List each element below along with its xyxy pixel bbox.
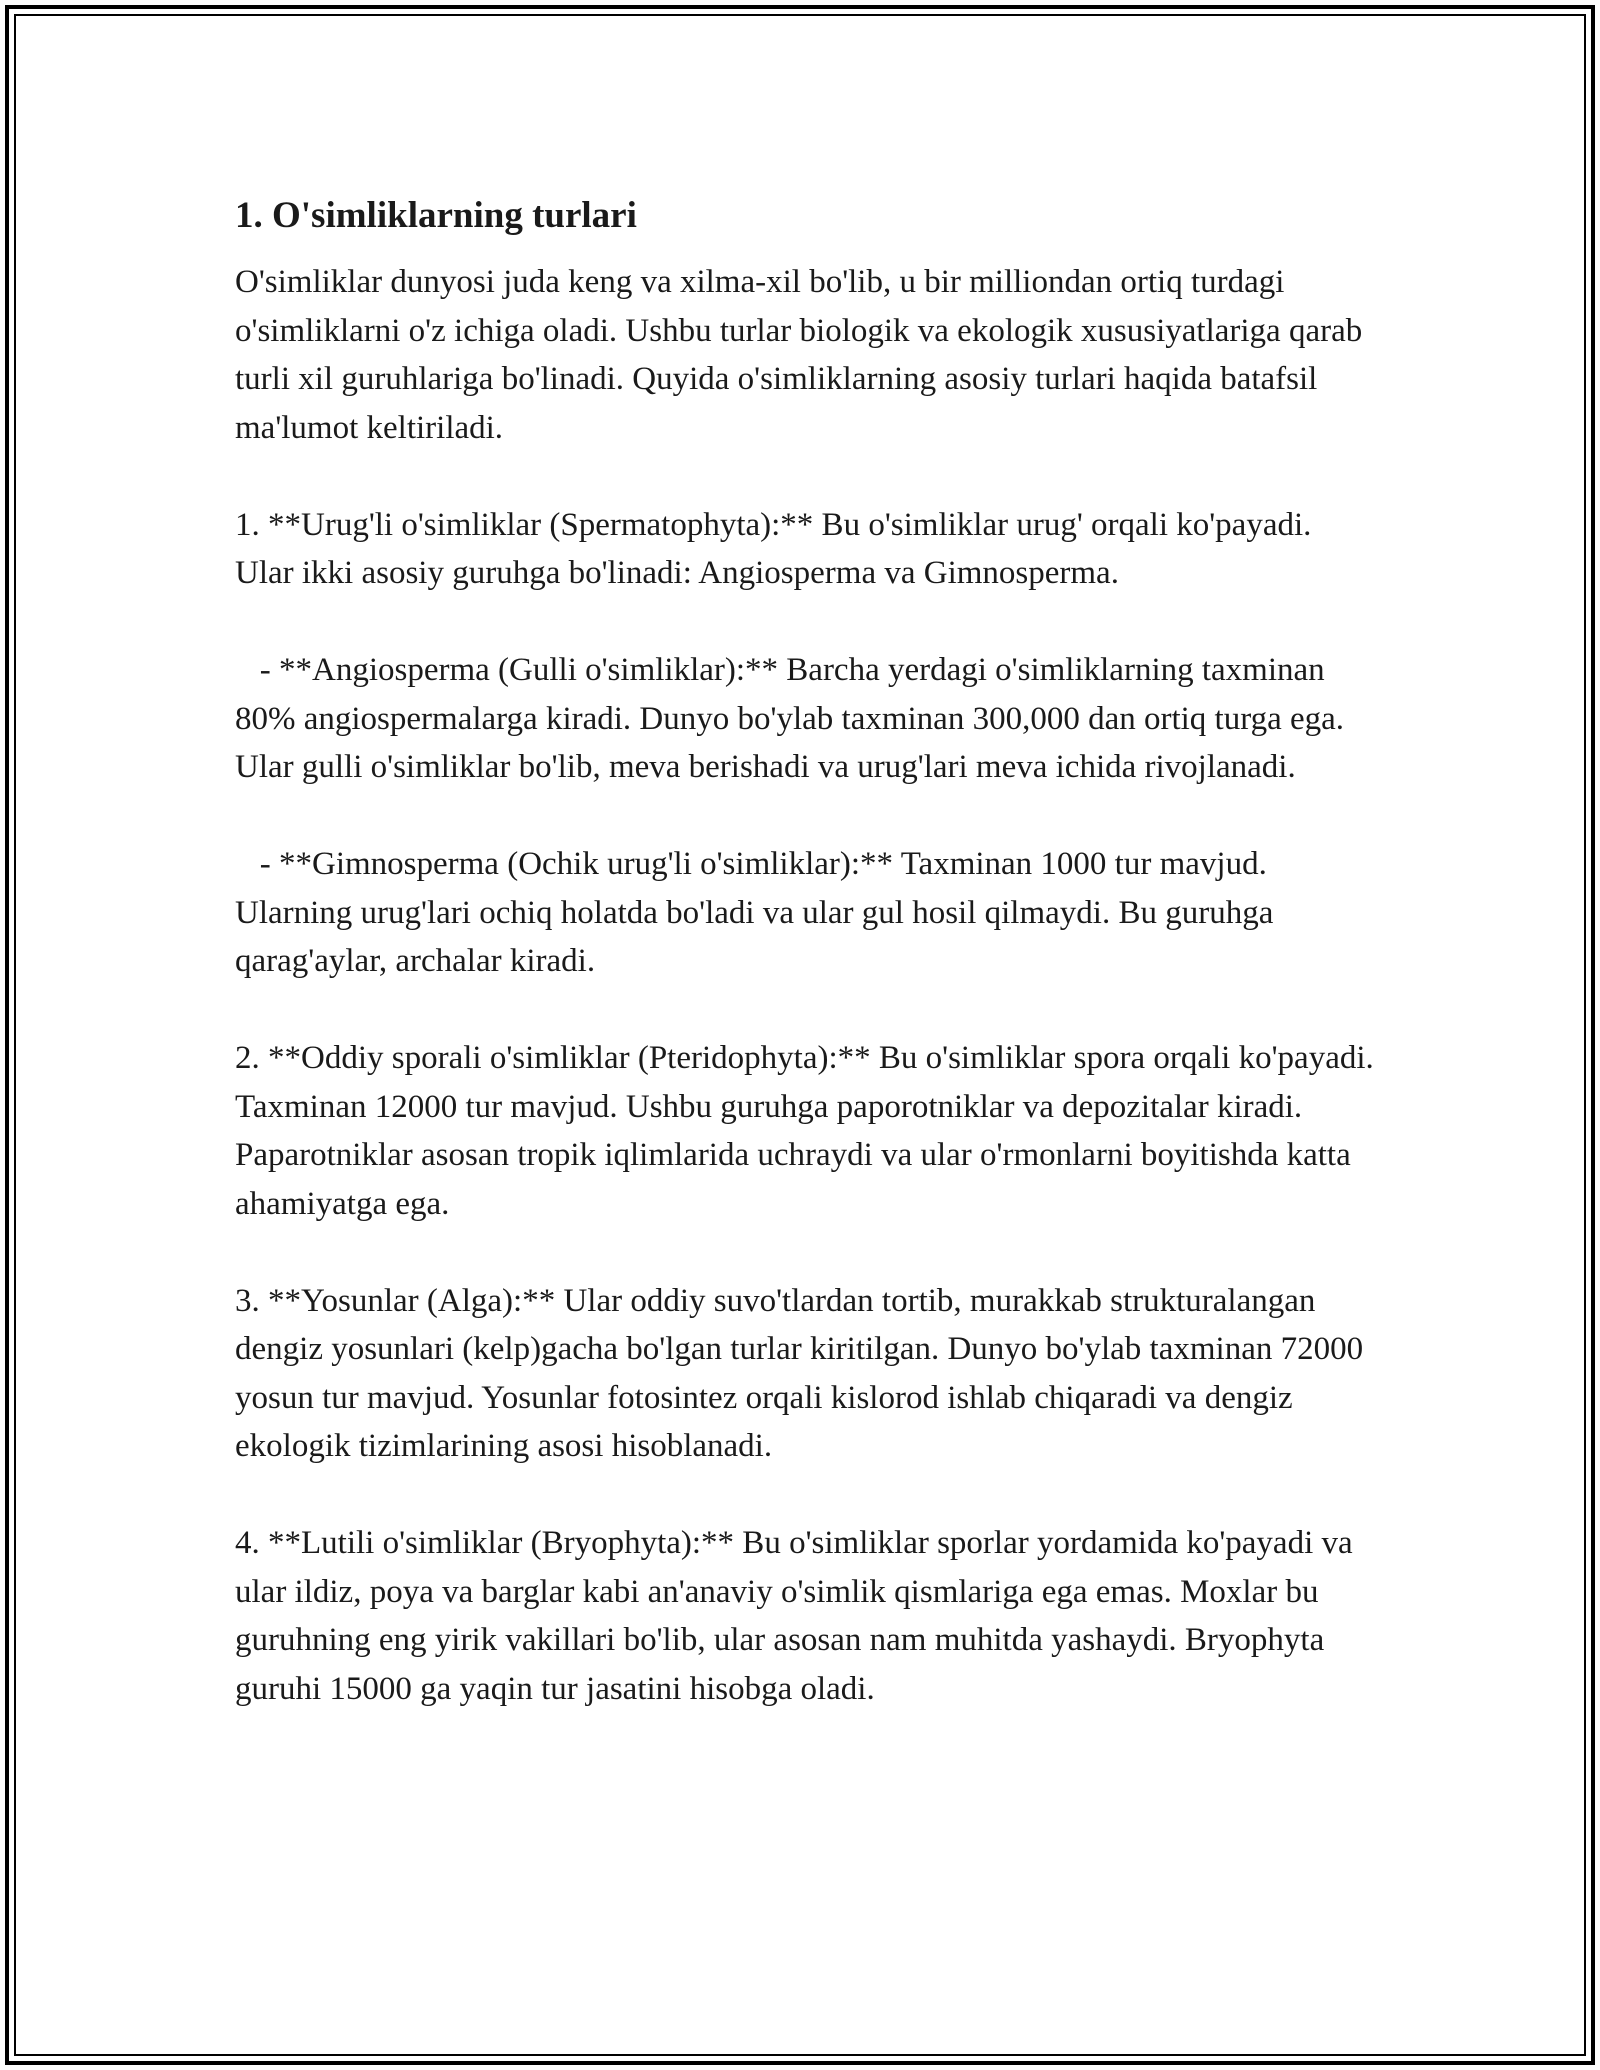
paragraph-pteridophyta: 2. **Oddiy sporali o'simliklar (Pteridophyta):** Bu o'simliklar spora orqali ko'payadi. Taxminan 12000 tur mavjud. Ushbu guruhga paporotniklar va depozitalar kiradi. Paparotniklar asosan tropik iqlimlarida uchraydi va ular o'rmonlarni boyitishda katta ahamiyatga ega. [235,1040,1382,1222]
paragraph-gimnosperma: - **Gimnosperma (Ochik urug'li o'simliklar):** Taxminan 1000 tur mavjud. Ularning urug'lari ochiq holatda bo'ladi va ular gul hosil qilmaydi. Bu guruhga qarag'aylar, archalar kiradi. [235,846,1282,979]
document-title: 1. O'simliklarning turlari [235,195,637,236]
paragraph-spermatophyta: 1. **Urug'li o'simliklar (Spermatophyta):** Bu o'simliklar urug' orqali ko'payadi. Ular ikki asosiy guruhga bo'linadi: Angiosperma va Gimnosperma. [235,506,1320,591]
paragraph-alga: 3. **Yosunlar (Alga):** Ular oddiy suvo'tlardan tortib, murakkab strukturalangan dengiz yosunlari (kelp)gacha bo'lgan turlar kiritilgan. Dunyo bo'ylab taxminan 72000 yosun tur mavjud. Yosunlar fotosintez orqali kislorod ishlab chiqaradi va dengiz ekologik tizimlarining asosi hisoblanadi. [235,1282,1372,1464]
intro-paragraph: O'simliklar dunyosi juda keng va xilma-xil bo'lib, u bir milliondan ortiq turdagi o'simliklarni o'z ichiga oladi. Ushbu turlar biologik va ekologik xususiyatlariga qarab turli xil guruhlariga bo'linadi. Quyida o'simliklarning asosiy turlari haqida batafsil ma'lumot keltiriladi. [235,264,1371,446]
paragraph-bryophyta: 4. **Lutili o'simliklar (Bryophyta):** Bu o'simliklar sporlar yordamida ko'payadi va ular ildiz, poya va barglar kabi an'anaviy o'simlik qismlariga ega emas. Moxlar bu guruhning eng yirik vakillari bo'lib, ular asosan nam muhitda yashaydi. Bryophyta guruhi 15000 ga yaqin tur jasatini hisobga oladi. [235,1525,1361,1707]
document-body [235,188,1382,1762]
paragraph-angiosperma: - **Angiosperma (Gulli o'simliklar):** Barcha yerdagi o'simliklarning taxminan 80% angiospermalarga kiradi. Dunyo bo'ylab taxminan 300,000 dan ortiq turga ega. Ular gulli o'simliklar bo'lib, meva berishadi va urug'lari meva ichida rivojlanadi. [235,652,1353,785]
